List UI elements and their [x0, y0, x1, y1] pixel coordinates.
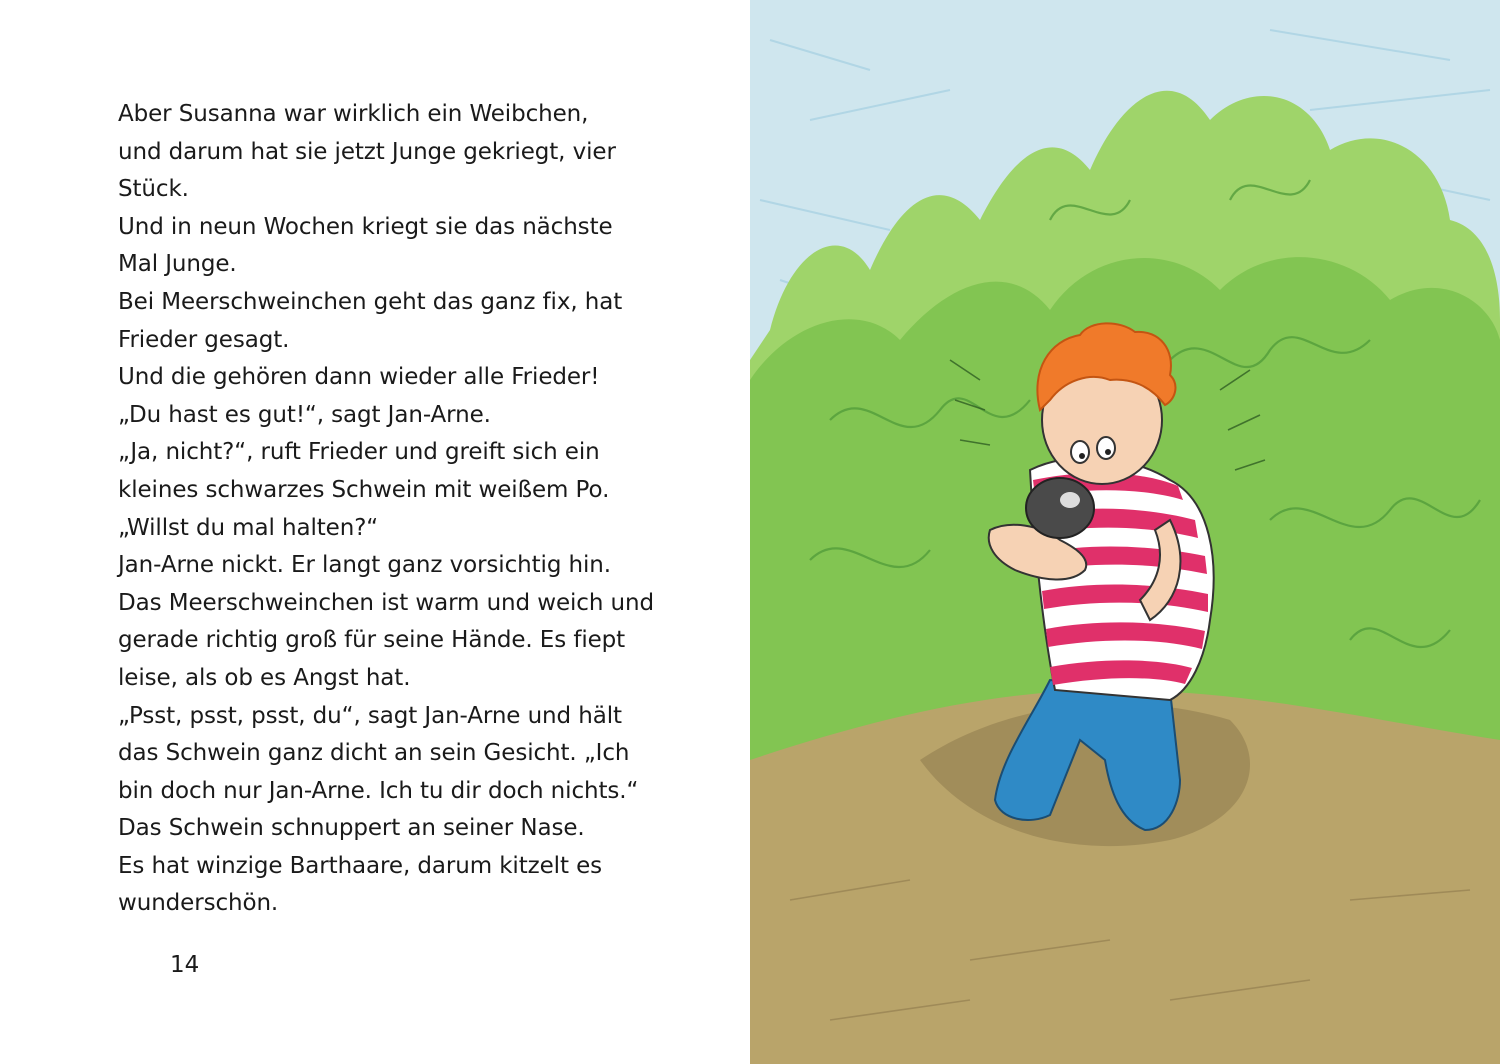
- guinea-pig-white-patch: [1060, 492, 1080, 508]
- left-eye: [1071, 441, 1089, 463]
- text-line: das Schwein ganz dicht an sein Gesicht. „Ich: [118, 740, 630, 767]
- text-line: Frieder gesagt.: [118, 326, 290, 353]
- text-line: „Willst du mal halten?“: [118, 514, 379, 541]
- text-line: „Psst, psst, psst, du“, sagt Jan-Arne und hält: [118, 702, 622, 729]
- left-pupil: [1079, 453, 1085, 459]
- text-line: wunderschön.: [118, 890, 279, 917]
- watercolor-illustration: [750, 0, 1500, 1064]
- text-line: „Ja, nicht?“, ruft Frieder und greift sich ein: [118, 439, 600, 466]
- text-line: Bei Meerschweinchen geht das ganz fix, hat: [118, 288, 623, 315]
- text-line: und darum hat sie jetzt Junge gekriegt, vier: [118, 138, 616, 165]
- text-line: Aber Susanna war wirklich ein Weibchen,: [118, 101, 589, 127]
- text-line: Stück.: [118, 176, 189, 203]
- text-line: Es hat winzige Barthaare, darum kitzelt es: [118, 852, 603, 879]
- text-line: bin doch nur Jan-Arne. Ich tu dir doch nichts.“: [118, 777, 639, 804]
- right-pupil: [1105, 449, 1111, 455]
- story-text: [118, 96, 718, 923]
- text-line: Das Meerschweinchen ist warm und weich und: [118, 589, 654, 616]
- text-line: kleines schwarzes Schwein mit weißem Po.: [118, 476, 610, 503]
- text-line: „Du hast es gut!“, sagt Jan-Arne.: [118, 401, 491, 428]
- text-line: Mal Junge.: [118, 251, 237, 278]
- text-line: Und in neun Wochen kriegt sie das nächste: [118, 213, 613, 240]
- text-line: Und die gehören dann wieder alle Frieder!: [118, 364, 600, 391]
- right-eye: [1097, 437, 1115, 459]
- text-line: Das Schwein schnuppert an seiner Nase.: [118, 815, 585, 842]
- page-number: 14: [170, 952, 200, 978]
- text-line: leise, als ob es Angst hat.: [118, 664, 411, 691]
- text-line: Jan-Arne nickt. Er langt ganz vorsichtig hin.: [118, 552, 611, 579]
- text-line: gerade richtig groß für seine Hände. Es fiept: [118, 627, 626, 654]
- illustration-page: [750, 0, 1500, 1064]
- guinea-pig: [1026, 478, 1094, 538]
